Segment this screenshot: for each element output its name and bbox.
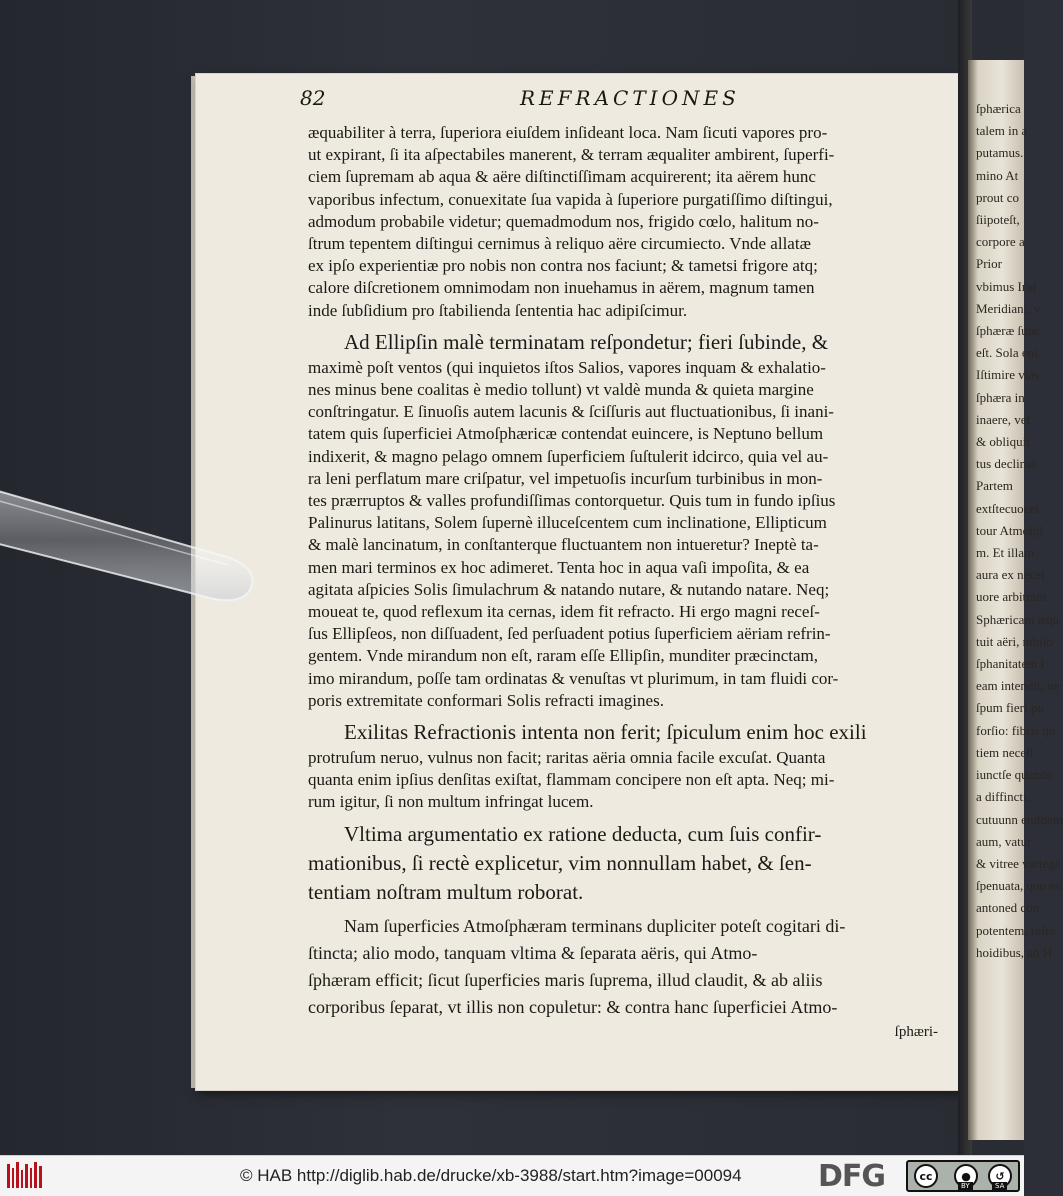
- paragraph-3: [308, 718, 938, 814]
- text-line: mationibus, ſi rectè explicetur, vim nonnullam habet, & ſen-: [308, 850, 812, 875]
- paragraph-lead: Nam ſuperficies Atmoſphæram terminans dupliciter poteſt cogitari di-: [344, 915, 846, 936]
- page-text: [308, 122, 938, 1043]
- text-line: & vitree variega: [976, 855, 1061, 871]
- text-line: tes prærruptos & valles profundiſſimas contorquetur. Quis tum in fundo ipſius: [308, 491, 836, 511]
- paragraph-5: [308, 913, 938, 1043]
- text-line: calore diſcretionem omnimodam non inuehamus in aërem, magnum tamen: [308, 278, 815, 298]
- text-line: ſphæra in: [976, 389, 1025, 405]
- dfg-logo[interactable]: DFG: [818, 1159, 886, 1194]
- text-line: tour Atmoſpl: [976, 522, 1043, 538]
- text-line: eam intendit, ne: [976, 678, 1060, 694]
- glass-ruler: [0, 470, 270, 590]
- text-line: tentiam noſtram multum roborat.: [308, 879, 584, 904]
- text-line: uore arbitram: [976, 589, 1047, 605]
- text-line: m. Et illam: [976, 545, 1035, 561]
- catchword: ſphæri-: [894, 1023, 938, 1040]
- text-line: ſiipoteſt,: [976, 212, 1020, 228]
- footer-bar: [0, 1155, 1024, 1196]
- page-number: 82: [300, 86, 326, 110]
- text-line: tuit aëri, nibilo: [976, 633, 1053, 649]
- text-line: corporibus ſeparat, vt illis non copuletur: & contra hanc ſuperficiei Atmo-: [308, 996, 838, 1017]
- text-line: & obliquit: [976, 434, 1030, 450]
- cc-license-badge[interactable]: [906, 1160, 1020, 1192]
- sa-label: SA: [992, 1182, 1007, 1190]
- text-line: ſpum fieri po: [976, 700, 1044, 716]
- person-icon: ●: [954, 1164, 978, 1188]
- text-line: prout co: [976, 189, 1019, 205]
- text-line: ſphæram efficit; ſicut ſuperficies maris ſuprema, illud claudit, & ab aliis: [308, 969, 823, 990]
- page-header: [300, 86, 940, 116]
- text-line: a diffincti,: [976, 789, 1030, 805]
- text-line: Partem: [976, 478, 1013, 494]
- text-line: rum igitur, ſi non multum infringat lucem.: [308, 792, 594, 812]
- paragraph-lead: Exilitas Refractionis intenta non ferit; ſpiculum enim hoc exili: [344, 720, 867, 745]
- text-line: corpore a: [976, 234, 1025, 250]
- text-line: cutuunn eiuſdem: [976, 811, 1063, 827]
- text-line: putamus.: [976, 145, 1024, 161]
- text-line: ciem ſupremam ab aqua & aëre diſtinctiſſimam acquirerent; ita aërem hunc: [308, 167, 816, 187]
- text-line: æquabiliter à terra, ſuperiora eiuſdem inſideant loca. Nam ſicuti vapores pro-: [308, 123, 828, 142]
- text-line: inaere, vel: [976, 411, 1031, 427]
- text-line: inde ſubſidium pro ſtabilienda ſententia hac adipiſcimur.: [308, 300, 688, 320]
- paragraph-lead: Ad Ellipſin malè terminatam reſpondetur; fieri ſubinde, &: [344, 329, 829, 354]
- text-line: hoidibus, ab H: [976, 944, 1053, 960]
- text-line: eſt. Sola eni: [976, 345, 1038, 361]
- text-line: forſio: fibris qu: [976, 722, 1056, 738]
- text-line: tiem neceſſ: [976, 744, 1034, 760]
- text-line: & malè lancinatum, in conſtanterque fluctuantem non intueretur? Ineptè ta-: [308, 535, 819, 555]
- text-line: quanta enim ipſius denſitas exiſtat, flammam concipere non eſt apta. Neq; mi-: [308, 770, 835, 790]
- copyright-link[interactable]: © HAB http://diglib.hab.de/drucke/xb-3988/start.htm?image=00094: [240, 1166, 742, 1185]
- text-line: ex ipſo experientiæ pro nobis non contra nos faciunt; & tametsi frigore atq;: [308, 256, 818, 276]
- text-line: ſphæræ ſupe: [976, 323, 1040, 339]
- text-line: extſtecuocet: [976, 500, 1039, 516]
- text-line: ſphanitatem i: [976, 656, 1045, 672]
- text-line: ſphærica: [976, 101, 1021, 116]
- text-line: nes minus bene coalitas è medio tollunt) vt valdè munda & quieta margine: [308, 380, 814, 400]
- text-line: Meridiani, v: [976, 300, 1041, 316]
- text-line: Iſtimire vias: [976, 367, 1040, 383]
- text-line: potentem, refra: [976, 922, 1056, 938]
- text-line: ſtrum tepentem diſtingui cernimus à reliquo aëre circumiecto. Vnde allatæ: [308, 234, 811, 254]
- text-line: ſpenuata, quo mi: [976, 878, 1063, 894]
- text-line: gentem. Vnde mirandum non eſt, raram eſſe Ellipſin, munditer præcinctam,: [308, 646, 819, 666]
- facing-page: [968, 60, 1063, 1140]
- text-line: iunctſe quando: [976, 767, 1053, 783]
- paragraph-1: [308, 122, 938, 322]
- text-line: indixerit, & magno pelago omnem ſuperficiem ſuſtulerit idcirco, quia vel au-: [308, 446, 829, 466]
- text-line: protruſum neruo, vulnus non facit; raritas aëria omnia facile excuſat. Quanta: [308, 748, 826, 768]
- text-line: vbimus Irid: [976, 278, 1037, 294]
- running-head: REFRACTIONES: [520, 86, 740, 110]
- text-line: mino At: [976, 167, 1019, 183]
- hab-logo-icon[interactable]: [6, 1160, 46, 1192]
- text-line: aura ex neceſ: [976, 567, 1045, 583]
- text-line: antoned con: [976, 900, 1040, 916]
- text-line: agitata aſpicies Solis ſimulachrum & natando nutare, & nutando natare. Neq;: [308, 579, 830, 599]
- text-line: Palinurus latitans, Solem ſupernè illuceſcentem cum inclinatione, Ellipticum: [308, 513, 827, 533]
- text-line: men mari terminos ex hoc adimeret. Tenta hoc in aqua vaſi impoſita, & ea: [308, 557, 810, 577]
- share-alike-icon: ↺: [988, 1164, 1012, 1188]
- text-line: tus declinat: [976, 456, 1036, 472]
- paragraph-2: [308, 328, 938, 712]
- paragraph-lead: Vltima argumentatio ex ratione deducta, cum ſuis confir-: [344, 821, 822, 846]
- text-line: moueat te, quod reflexum ita cernas, idem fit refracto. Hi ergo magni receſ-: [308, 602, 820, 622]
- text-line: conſtringatur. E ſinuoſis autem lacunis & ſciſſuris aut fluctuationibus, ſi inani-: [308, 402, 834, 422]
- text-line: tatem quis ſuperficiei Atmoſphæricæ contendat euincere, is Neptuno bellum: [308, 424, 824, 444]
- text-line: Sphæricam æqu: [976, 611, 1060, 627]
- text-line: ſtincta; alio modo, tanquam vltima & ſeparata aëris, qui Atmo-: [308, 942, 758, 963]
- paragraph-4: [308, 820, 938, 907]
- text-line: ra leni perflatum mare criſpatur, vel impetuoſis incurſum turbinibus in mon-: [308, 468, 823, 488]
- text-line: maximè poſt ventos (qui inquietos iſtos Salios, vapores inquam & exhalatio-: [308, 357, 826, 377]
- text-line: ſus Ellipſeos, non diſſuadent, ſed perſuadent potius ſuperficiem aëriam refrin-: [308, 624, 831, 644]
- text-line: aum, vatur: [976, 833, 1032, 849]
- text-line: talem in a: [976, 123, 1028, 139]
- text-line: ut expirant, ſi ita aſpectabiles manerent, & terram æqualiter ambirent, ſuperfi-: [308, 145, 835, 165]
- text-line: Prior: [976, 256, 1002, 272]
- cc-icon: cc: [914, 1164, 938, 1188]
- text-line: poris extremitate conformari Solis refracti imagines.: [308, 690, 664, 710]
- text-line: vaporibus infectum, conuexitate ſua vapida à ſuperiore purgatiſſimo diſtingui,: [308, 189, 833, 209]
- by-label: BY: [958, 1182, 973, 1190]
- text-line: imo mirandum, poſſe tam ordinatas & venuſtas vt plurimum, in tam fluidi cor-: [308, 668, 839, 688]
- text-line: admodum probabile videtur; quemadmodum nos, frigido cœlo, halitum no-: [308, 211, 819, 231]
